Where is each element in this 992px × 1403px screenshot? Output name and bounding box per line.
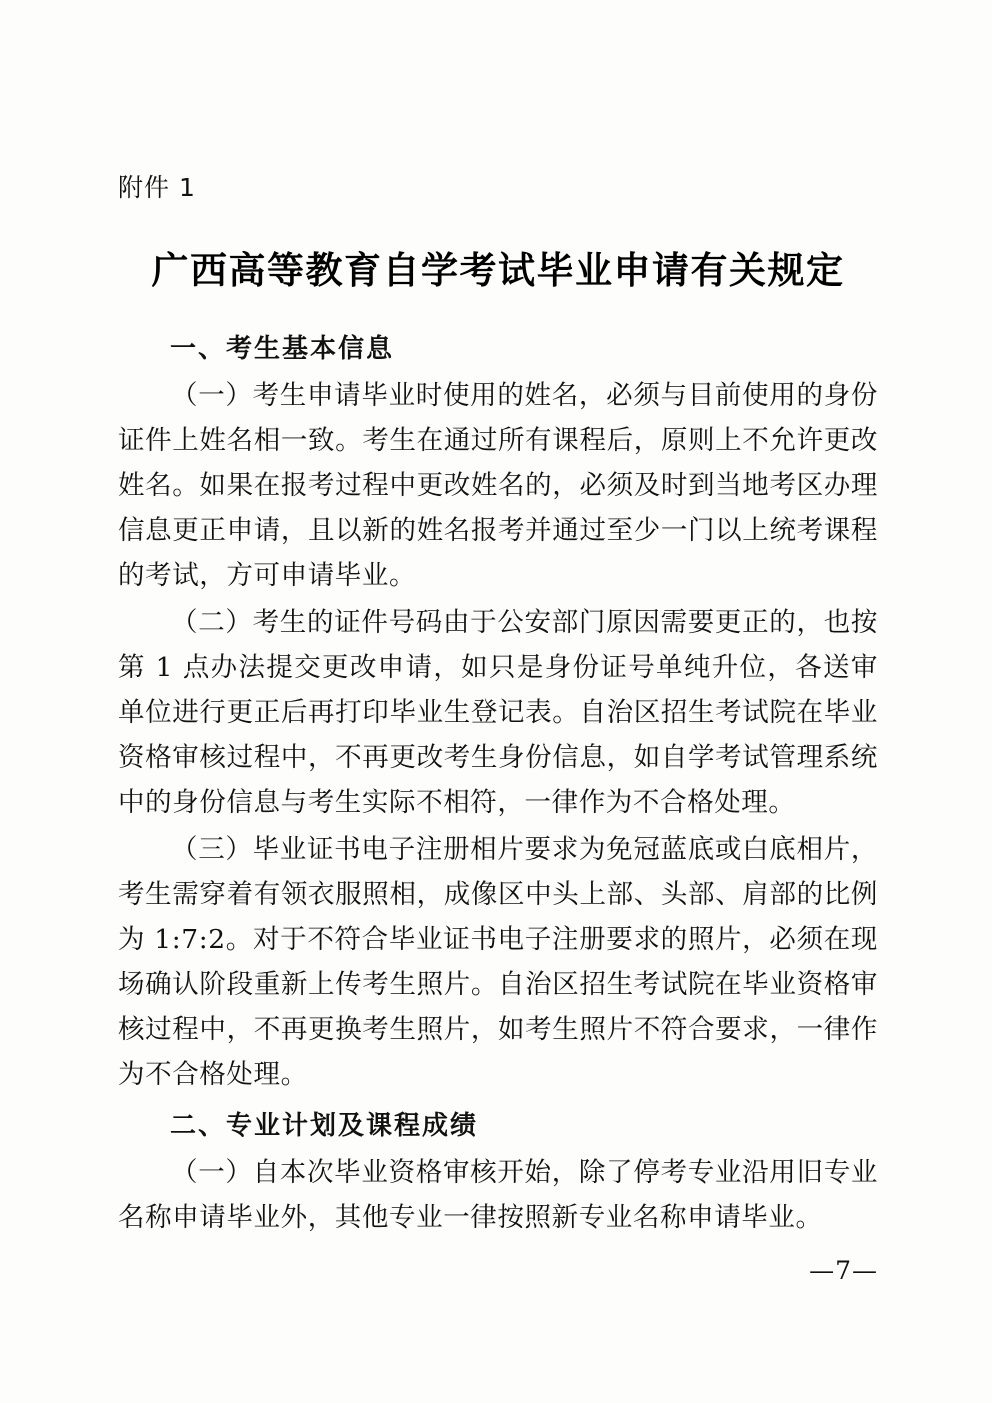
- section-heading-major-plan: 二、专业计划及课程成绩: [170, 1111, 479, 1141]
- paragraph-id-number-correction: （二）考生的证件号码由于公安部门原因需要更正的，也按第 1 点办法提交更改申请，如只是身份证号单纯升位，各送审单位进行更正后再打印毕业生登记表。自治区招生考试院在毕业资格审核过程中，不再更改考生身份信息，如自学考试管理系统中的身份信息与考生实际不相符，一律作为不合格处理。: [118, 607, 878, 818]
- attachment-label: 附件 1: [118, 173, 196, 202]
- page-number: —7—: [809, 1256, 878, 1285]
- document-body: [118, 168, 878, 1242]
- section-heading-basic-info: 一、考生基本信息: [170, 334, 395, 364]
- page-title: 广西高等教育自学考试毕业申请有关规定: [151, 248, 845, 292]
- paragraph-major-name-rule: （一）自本次毕业资格审核开始，除了停考专业沿用旧专业名称申请毕业外，其他专业一律按照新专业名称申请毕业。: [118, 1157, 878, 1233]
- paragraph-photo-requirement: （三）毕业证书电子注册相片要求为免冠蓝底或白底相片，考生需穿着有领衣服照相，成像区中头上部、头部、肩部的比例为 1:7:2。对于不符合毕业证书电子注册要求的照片，必须在现场确认阶段重新上传考生照片。自治区招生考试院在毕业资格审核过程中，不再更换考生照片，如考生照片不符合要求，一律作为不合格处理。: [118, 834, 878, 1090]
- paragraph-name-requirement: （一）考生申请毕业时使用的姓名，必须与目前使用的身份证件上姓名相一致。考生在通过所有课程后，原则上不允许更改姓名。如果在报考过程中更改姓名的，必须及时到当地考区办理信息更正申请，且以新的姓名报考并通过至少一门以上统考课程的考试，方可申请毕业。: [118, 380, 878, 591]
